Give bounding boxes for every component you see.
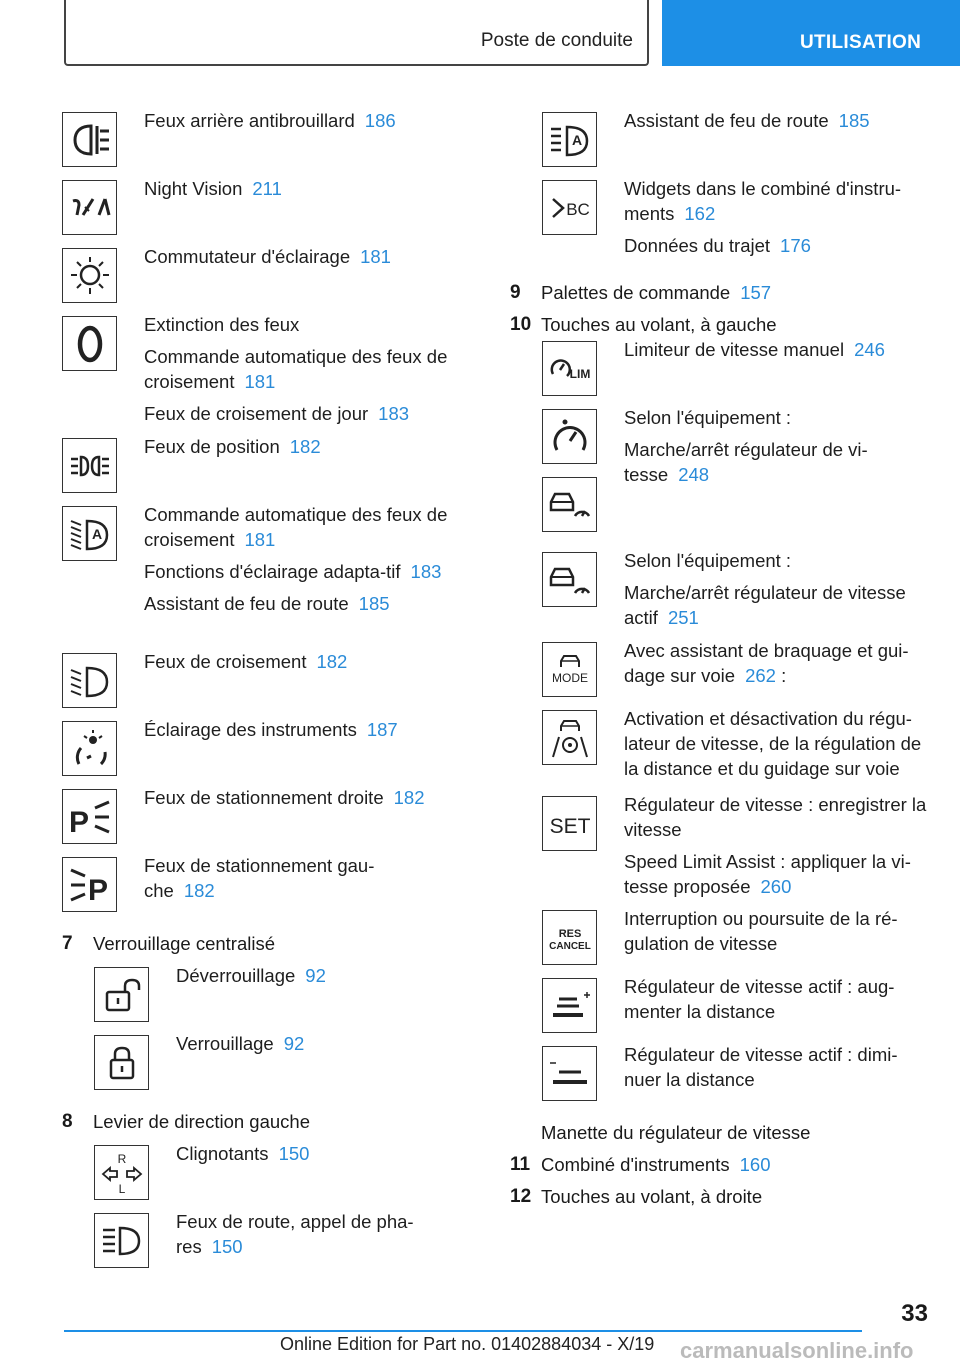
item-suffix: : bbox=[775, 665, 787, 686]
svg-text:P: P bbox=[87, 873, 108, 907]
page-ref-link[interactable]: 246 bbox=[854, 339, 885, 360]
list-item bbox=[542, 906, 940, 974]
page-ref-link[interactable]: 185 bbox=[358, 593, 390, 614]
high-beam-assistant-icon bbox=[542, 112, 597, 167]
lights-off-icon bbox=[62, 316, 117, 371]
page-ref-link[interactable]: 186 bbox=[364, 110, 396, 131]
item-label: Feux arrière antibrouillard bbox=[144, 110, 355, 131]
item-heading: Levier de direction gauche bbox=[93, 1111, 311, 1132]
steering-assistant-icon bbox=[542, 710, 597, 765]
numbered-item bbox=[62, 931, 482, 956]
item-label: Commande automatique des feux de croisement bbox=[144, 504, 448, 550]
distance-increase-icon bbox=[542, 978, 597, 1033]
page-section-title: Poste de conduite bbox=[480, 30, 633, 51]
rear-fog-light-icon bbox=[62, 112, 117, 167]
right-column bbox=[510, 108, 940, 1216]
item-label: Assistant de feu de route bbox=[624, 110, 829, 131]
list-item bbox=[542, 548, 940, 638]
item-label: Widgets dans le combiné d'instru-ments bbox=[624, 178, 902, 224]
list-item bbox=[542, 473, 940, 548]
item-number: 10 bbox=[510, 314, 532, 335]
svg-text:RES: RES bbox=[558, 927, 581, 940]
item-label: Marche/arrêt régulateur de vi-tesse bbox=[624, 439, 868, 485]
page-ref-link[interactable]: 92 bbox=[305, 965, 326, 986]
bc-widgets-icon bbox=[542, 180, 597, 235]
footer-divider bbox=[64, 1330, 862, 1332]
low-beam-icon bbox=[62, 653, 117, 708]
page-ref-link[interactable]: 150 bbox=[278, 1143, 310, 1164]
instrument-lighting-icon bbox=[62, 721, 117, 776]
numbered-item bbox=[510, 1152, 940, 1177]
item-label: Régulateur de vitesse actif : aug-menter la distance bbox=[624, 976, 895, 1022]
svg-text:CANCEL: CANCEL bbox=[548, 940, 591, 952]
item-label: Assistant de feu de route bbox=[144, 593, 349, 614]
page-ref-link[interactable]: 176 bbox=[780, 235, 811, 256]
lock-icon bbox=[94, 1035, 149, 1090]
svg-text:L: L bbox=[118, 1181, 125, 1196]
page-ref-link[interactable]: 185 bbox=[838, 110, 870, 131]
item-number: 7 bbox=[62, 933, 73, 954]
numbered-item bbox=[510, 280, 940, 305]
page-ref-link[interactable]: 181 bbox=[360, 246, 391, 267]
res-cancel-icon bbox=[542, 910, 597, 965]
page-ref-link[interactable]: 157 bbox=[740, 282, 772, 303]
item-label: Feux de stationnement droite bbox=[144, 787, 384, 808]
page-ref-link[interactable]: 260 bbox=[760, 876, 792, 897]
item-heading: Touches au volant, à droite bbox=[541, 1186, 763, 1207]
list-item bbox=[94, 963, 482, 1031]
page-ref-link[interactable]: 181 bbox=[244, 529, 276, 550]
item-label: Selon l'équipement : bbox=[624, 407, 792, 428]
page-ref-link[interactable]: 183 bbox=[378, 403, 410, 424]
page-ref-link[interactable]: 181 bbox=[244, 371, 276, 392]
item-label: Limiteur de vitesse manuel bbox=[624, 339, 845, 360]
item-label: Marche/arrêt régulateur de vitesse actif bbox=[624, 582, 906, 628]
item-number: 9 bbox=[510, 282, 521, 303]
page-ref-link[interactable]: 150 bbox=[211, 1236, 243, 1257]
item-label: Commande automatique des feux de croisement bbox=[144, 346, 448, 392]
item-label: Speed Limit Assist : appliquer la vi-tesse proposée bbox=[624, 851, 911, 897]
list-item bbox=[62, 434, 482, 502]
item-label: Avec assistant de braquage et gui-dage sur voie bbox=[624, 640, 909, 686]
item-label: Déverrouillage bbox=[176, 965, 296, 986]
list-item bbox=[62, 312, 482, 434]
list-item bbox=[62, 853, 482, 935]
mode-icon bbox=[542, 642, 597, 697]
page-ref-link[interactable]: 262 bbox=[745, 665, 776, 686]
svg-text:BC: BC bbox=[565, 199, 590, 219]
list-item bbox=[542, 792, 940, 906]
list-item bbox=[62, 244, 482, 312]
auto-low-beam-icon bbox=[62, 506, 117, 561]
page-ref-link[interactable]: 248 bbox=[678, 464, 710, 485]
active-cruise-control-icon bbox=[542, 552, 597, 607]
list-item bbox=[542, 638, 940, 706]
item-label: Régulateur de vitesse : enregistrer la vitesse bbox=[624, 794, 927, 840]
item-label: Feux de route, appel de pha-res bbox=[176, 1211, 414, 1257]
turn-signal-icon bbox=[94, 1145, 149, 1200]
item-label: Feux de croisement de jour bbox=[144, 403, 369, 424]
section-tab[interactable] bbox=[662, 0, 960, 66]
svg-text:A: A bbox=[571, 131, 582, 148]
caption bbox=[510, 1120, 940, 1145]
item-number: 12 bbox=[510, 1186, 532, 1207]
item-number: 8 bbox=[62, 1111, 73, 1132]
speed-limiter-icon bbox=[542, 341, 597, 396]
numbered-item bbox=[62, 1109, 482, 1134]
icon-badge: LIM bbox=[569, 366, 590, 381]
list-item bbox=[94, 1031, 482, 1109]
page-ref-link[interactable]: 160 bbox=[739, 1154, 771, 1175]
list-item bbox=[542, 108, 940, 176]
item-label: Régulateur de vitesse actif : dimi-nuer la distance bbox=[624, 1044, 898, 1090]
svg-text:R: R bbox=[117, 1151, 126, 1166]
list-item bbox=[542, 405, 940, 485]
page-ref-link[interactable]: 187 bbox=[366, 719, 398, 740]
item-label: Extinction des feux bbox=[144, 314, 300, 335]
left-column bbox=[62, 108, 482, 1277]
header-title-box bbox=[64, 0, 649, 66]
page-ref-link[interactable]: 162 bbox=[684, 203, 716, 224]
numbered-item bbox=[510, 312, 940, 337]
item-label: Interruption ou poursuite de la ré-gulation de vitesse bbox=[624, 908, 898, 954]
position-lights-icon bbox=[62, 438, 117, 493]
unlock-icon bbox=[94, 967, 149, 1022]
page-ref-link[interactable]: 251 bbox=[667, 607, 699, 628]
icon-badge: MODE bbox=[551, 670, 588, 685]
numbered-item bbox=[510, 1184, 940, 1209]
item-label: Commutateur d'éclairage bbox=[144, 246, 351, 267]
item-label: Fonctions d'éclairage adapta-tif bbox=[144, 561, 401, 582]
page-ref-link[interactable]: 182 bbox=[289, 436, 321, 457]
item-label: Verrouillage bbox=[176, 1033, 274, 1054]
page-ref-link[interactable]: 182 bbox=[183, 880, 215, 901]
cruise-control-car-icon bbox=[542, 477, 597, 532]
item-heading: Combiné d'instruments bbox=[541, 1154, 730, 1175]
page-number: 33 bbox=[901, 1300, 928, 1327]
page-ref-link[interactable]: 92 bbox=[283, 1033, 305, 1054]
list-item bbox=[62, 785, 482, 853]
item-heading: Verrouillage centralisé bbox=[93, 933, 276, 954]
item-label: Activation et désactivation du régu-lateur de vitesse, de la régulation de la distance et du guidage sur voie bbox=[624, 708, 922, 779]
page-ref-link[interactable]: 182 bbox=[393, 787, 425, 808]
list-item bbox=[62, 108, 482, 176]
edition-text: Online Edition for Part no. 01402884034 - X/19 bbox=[280, 1334, 655, 1354]
list-item bbox=[542, 706, 940, 792]
svg-text:A: A bbox=[91, 525, 102, 542]
set-icon bbox=[542, 796, 597, 851]
distance-decrease-icon bbox=[542, 1046, 597, 1101]
item-label: Night Vision bbox=[144, 178, 243, 199]
item-heading: Manette du régulateur de vitesse bbox=[541, 1122, 811, 1143]
icon-badge: SET bbox=[549, 814, 590, 838]
item-label: Feux de position bbox=[144, 436, 280, 457]
cruise-control-icon bbox=[542, 409, 597, 464]
item-label: Feux de stationnement gau-che bbox=[144, 855, 375, 901]
section-tab-label: UTILISATION bbox=[800, 32, 922, 53]
page-ref-link[interactable]: 182 bbox=[316, 651, 348, 672]
item-label: Selon l'équipement : bbox=[624, 550, 792, 571]
night-vision-icon bbox=[62, 180, 117, 235]
list-item bbox=[62, 176, 482, 244]
list-item bbox=[62, 649, 482, 717]
list-item bbox=[94, 1141, 482, 1209]
page-ref-link[interactable]: 183 bbox=[410, 561, 442, 582]
list-item bbox=[94, 1209, 482, 1277]
high-beam-icon bbox=[94, 1213, 149, 1268]
parking-light-right-icon bbox=[62, 789, 117, 844]
item-number: 11 bbox=[510, 1154, 531, 1175]
item-heading: Touches au volant, à gauche bbox=[541, 314, 777, 335]
page-ref-link[interactable]: 211 bbox=[252, 178, 282, 199]
item-label: Éclairage des instruments bbox=[144, 719, 357, 740]
item-heading: Palettes de commande bbox=[541, 282, 731, 303]
svg-text:P: P bbox=[68, 805, 89, 839]
list-item bbox=[62, 717, 482, 785]
list-item bbox=[542, 974, 940, 1042]
parking-light-left-icon bbox=[62, 857, 117, 912]
list-item bbox=[542, 176, 940, 280]
light-switch-icon bbox=[62, 248, 117, 303]
item-label: Données du trajet bbox=[624, 235, 771, 256]
list-item bbox=[542, 1042, 940, 1120]
list-item bbox=[542, 337, 940, 405]
item-label: Clignotants bbox=[176, 1143, 269, 1164]
item-label: Feux de croisement bbox=[144, 651, 307, 672]
list-item bbox=[62, 502, 482, 649]
watermark: carmanualsonline.info bbox=[680, 1338, 914, 1362]
